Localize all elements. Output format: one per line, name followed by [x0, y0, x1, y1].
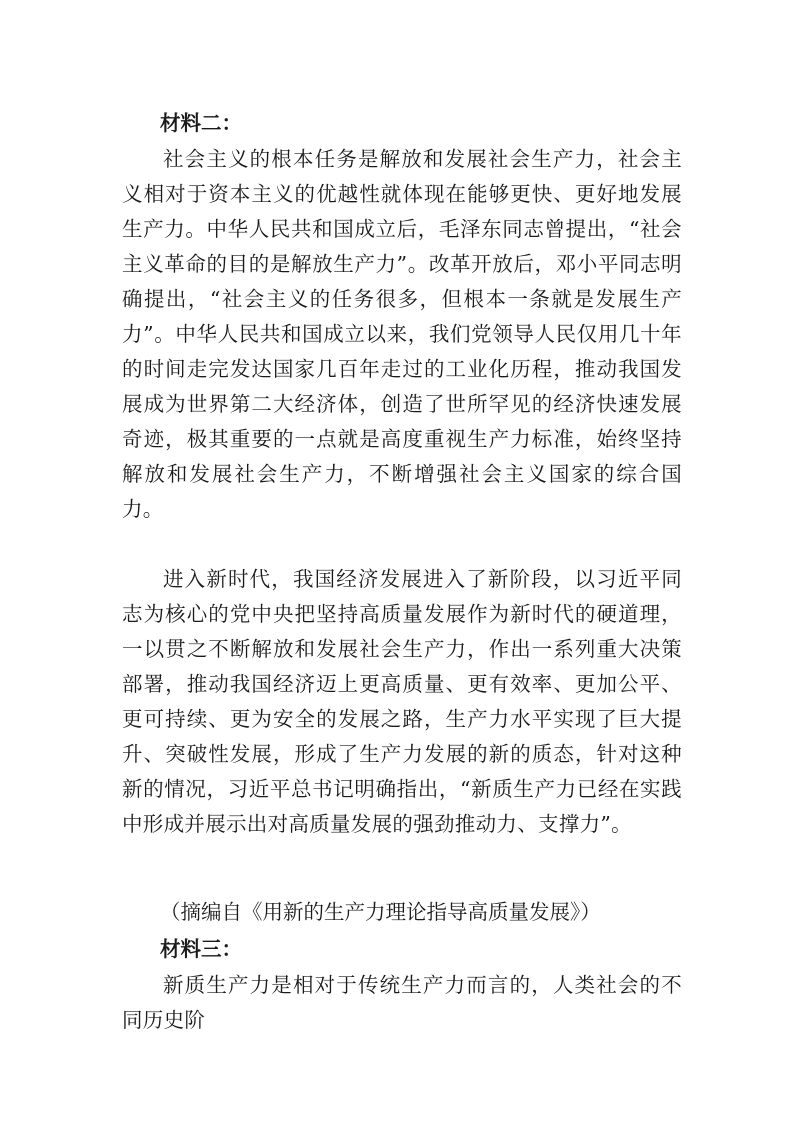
source-citation: （摘编自《用新的生产力理论指导高质量发展》）	[160, 900, 601, 924]
section3-heading: 材料三：	[160, 937, 242, 961]
section2-paragraph-2: 进入新时代，我国经济发展进入了新阶段，以习近平同志为核心的党中央把坚持高质量发展作为新时代的硬道理，一以贯之不断解放和发展社会生产力，作出一系列重大决策部署，推动我国经济迈上更高质量、更有效率、更加公平、更可持续、更为安全的发展之路，生产力水平实现了巨大提升、突破性发展，形成了生产力发展的新的质态，针对这种新的情况，习近平总书记明确指出，“新质生产力已经在实践中形成并展示出对高质量发展的强劲推动力、支撑力”。	[122, 567, 682, 836]
section3-paragraph-1: 新质生产力是相对于传统生产力而言的，人类社会的不同历史阶	[122, 973, 682, 1032]
section2-paragraph-1: 社会主义的根本任务是解放和发展社会生产力，社会主义相对于资本主义的优越性就体现在能够更快、更好地发展生产力。中华人民共和国成立后，毛泽东同志曾提出，“社会主义革命的目的是解放生产力”。改革开放后，邓小平同志明确提出，“社会主义的任务很多，但根本一条就是发展生产力”。中华人民共和国成立以来，我们党领导人民仅用几十年的时间走完发达国家几百年走过的工业化历程，推动我国发展成为世界第二大经济体，创造了世所罕见的经济快速发展奇迹，极其重要的一点就是高度重视生产力标准，始终坚持解放和发展社会生产力，不断增强社会主义国家的综合国力。	[122, 147, 682, 521]
section3-paragraph-1-block	[122, 968, 682, 1038]
section2-paragraph-1-block	[122, 142, 682, 527]
section2-heading: 材料二：	[160, 111, 242, 135]
section2-paragraph-2-block	[122, 562, 682, 842]
